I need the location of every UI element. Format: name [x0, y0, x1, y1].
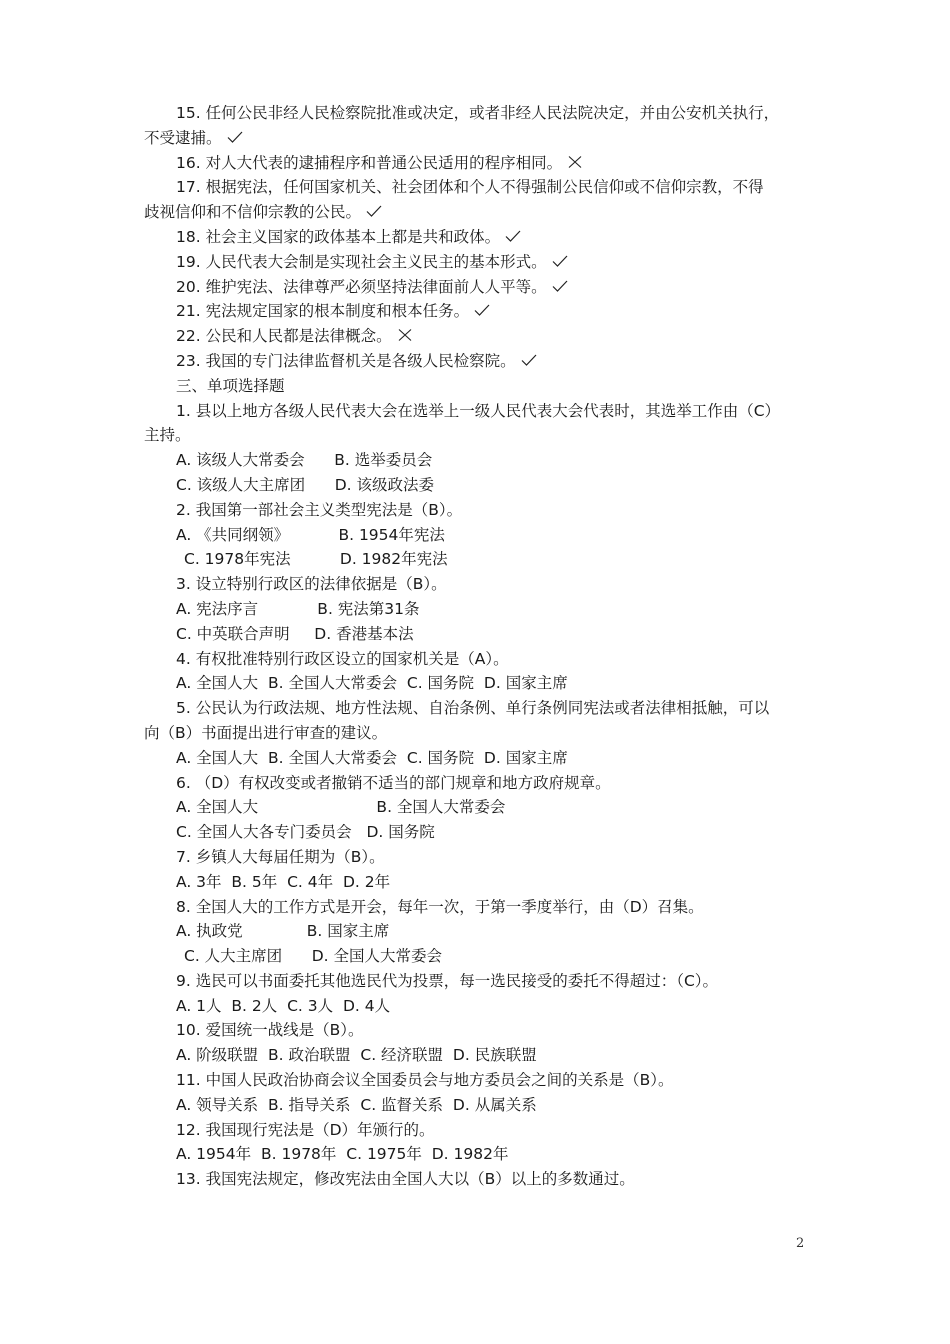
line-text: 8. 全国人大的工作方式是开会，每年一次，于第一季度举行，由（D）召集。 — [176, 897, 704, 916]
text-line — [144, 299, 808, 324]
checkmark-icon — [504, 229, 522, 243]
text-line — [144, 101, 808, 126]
text-line — [144, 1142, 808, 1167]
line-text: 19. 人民代表大会制是实现社会主义民主的基本形式。 — [176, 252, 547, 271]
text-line — [144, 448, 808, 473]
line-text: A. 阶级联盟 B. 政治联盟 C. 经济联盟 D. 民族联盟 — [176, 1046, 537, 1065]
text-line — [144, 349, 808, 374]
line-text: A. 执政党 B. 国家主席 — [176, 922, 390, 941]
checkmark-icon — [551, 279, 569, 293]
checkmark-icon — [551, 254, 569, 268]
text-line — [144, 1068, 808, 1093]
page-number: 2 — [796, 1236, 805, 1251]
text-line — [144, 324, 808, 349]
text-line — [144, 795, 808, 820]
line-text: 10. 爱国统一战线是（B）。 — [176, 1021, 364, 1040]
text-line — [144, 250, 808, 275]
line-text: 5. 公民认为行政法规、地方性法规、自治条例、单行条例同宪法或者法律相抵触，可以 — [176, 699, 770, 718]
line-text: 16. 对人大代表的逮捕程序和普通公民适用的程序相同。 — [176, 153, 563, 172]
text-line — [144, 175, 808, 200]
text-line — [144, 423, 808, 448]
text-line — [144, 944, 808, 969]
checkmark-icon — [365, 204, 383, 218]
text-line — [144, 746, 808, 771]
line-text: 三、单项选择题 — [176, 376, 285, 395]
line-text: 4. 有权批准特别行政区设立的国家机关是（A）。 — [176, 649, 509, 668]
line-text: C. 该级人大主席团 D. 该级政法委 — [176, 475, 435, 494]
line-text: 15. 任何公民非经人民检察院批准或决定，或者非经人民法院决定，并由公安机关执行， — [176, 104, 780, 122]
line-text: A. 全国人大 B. 全国人大常委会 — [176, 798, 506, 817]
line-text: 向（B）书面提出进行审查的建议。 — [144, 723, 388, 742]
line-text: A. 领导关系 B. 指导关系 C. 监督关系 D. 从属关系 — [176, 1095, 537, 1114]
line-text: C. 人大主席团 D. 全国人大常委会 — [184, 947, 443, 966]
checkmark-icon — [520, 353, 538, 367]
text-line — [144, 622, 808, 647]
text-line — [144, 200, 808, 225]
line-text: A. 宪法序言 B. 宪法第31条 — [176, 599, 420, 618]
line-text: A. 《共同纲领》 B. 1954年宪法 — [176, 525, 445, 544]
text-line — [144, 870, 808, 895]
line-text: 不受逮捕。 — [144, 128, 222, 147]
text-line — [144, 126, 808, 151]
text-line — [144, 547, 808, 572]
line-text: 9. 选民可以书面委托其他选民代为投票，每一选民接受的委托不得超过：（C）。 — [176, 971, 719, 990]
text-line — [144, 845, 808, 870]
cross-icon — [566, 155, 584, 169]
text-line — [144, 696, 808, 721]
line-text: 22. 公民和人民都是法律概念。 — [176, 327, 392, 346]
text-line — [144, 473, 808, 498]
line-text: 13. 我国宪法规定，修改宪法由全国人大以（B）以上的多数通过。 — [176, 1170, 635, 1189]
text-line — [144, 1093, 808, 1118]
text-line — [144, 523, 808, 548]
line-text: 1. 县以上地方各级人民代表大会在选举上一级人民代表大会代表时，其选举工作由（C） — [176, 401, 781, 420]
text-line — [144, 572, 808, 597]
text-line — [144, 820, 808, 845]
text-line — [144, 647, 808, 672]
line-text: 歧视信仰和不信仰宗教的公民。 — [144, 203, 362, 222]
line-text: C. 全国人大各专门委员会 D. 国务院 — [176, 823, 435, 842]
text-line — [144, 994, 808, 1019]
text-line — [144, 225, 808, 250]
text-line — [144, 771, 808, 796]
line-text: 21. 宪法规定国家的根本制度和根本任务。 — [176, 302, 470, 321]
line-text: A. 1人 B. 2人 C. 3人 D. 4人 — [176, 996, 391, 1015]
text-line — [144, 151, 808, 176]
line-text: 18. 社会主义国家的政体基本上都是共和政体。 — [176, 227, 501, 246]
line-text: A. 全国人大 B. 全国人大常委会 C. 国务院 D. 国家主席 — [176, 748, 568, 767]
line-text: 2. 我国第一部社会主义类型宪法是（B）。 — [176, 500, 463, 519]
text-line — [144, 1043, 808, 1068]
text-line — [144, 895, 808, 920]
line-text: A. 1954年 B. 1978年 C. 1975年 D. 1982年 — [176, 1145, 509, 1164]
line-text: 6. （D）有权改变或者撤销不适当的部门规章和地方政府规章。 — [176, 773, 611, 792]
line-text: C. 中英联合声明 D. 香港基本法 — [176, 624, 414, 643]
text-line — [144, 1167, 808, 1192]
text-line — [144, 275, 808, 300]
line-text: 11. 中国人民政治协商会议全国委员会与地方委员会之间的关系是（B）。 — [176, 1071, 674, 1090]
text-line — [144, 919, 808, 944]
text-line — [144, 1018, 808, 1043]
text-line — [144, 969, 808, 994]
text-line — [144, 721, 808, 746]
line-text: A. 3年 B. 5年 C. 4年 D. 2年 — [176, 872, 391, 891]
line-text: A. 全国人大 B. 全国人大常委会 C. 国务院 D. 国家主席 — [176, 674, 568, 693]
checkmark-icon — [473, 303, 491, 317]
checkmark-icon — [226, 130, 244, 144]
line-text: 主持。 — [144, 426, 191, 445]
line-text: 23. 我国的专门法律监督机关是各级人民检察院。 — [176, 351, 516, 370]
text-line — [144, 597, 808, 622]
text-line — [144, 374, 808, 399]
document-body — [144, 101, 808, 1192]
line-text: 3. 设立特别行政区的法律依据是（B）。 — [176, 575, 447, 594]
line-text: A. 该级人大常委会 B. 选举委员会 — [176, 451, 433, 470]
text-line — [144, 399, 808, 424]
line-text: 17. 根据宪法，任何国家机关、社会团体和个人不得强制公民信仰或不信仰宗教，不得 — [176, 178, 764, 197]
line-text: 20. 维护宪法、法律尊严必须坚持法律面前人人平等。 — [176, 277, 547, 296]
line-text: C. 1978年宪法 D. 1982年宪法 — [184, 550, 448, 569]
cross-icon — [396, 328, 414, 342]
line-text: 7. 乡镇人大每届任期为（B）。 — [176, 847, 385, 866]
text-line — [144, 498, 808, 523]
text-line — [144, 671, 808, 696]
text-line — [144, 1118, 808, 1143]
line-text: 12. 我国现行宪法是（D）年颁行的。 — [176, 1120, 435, 1139]
